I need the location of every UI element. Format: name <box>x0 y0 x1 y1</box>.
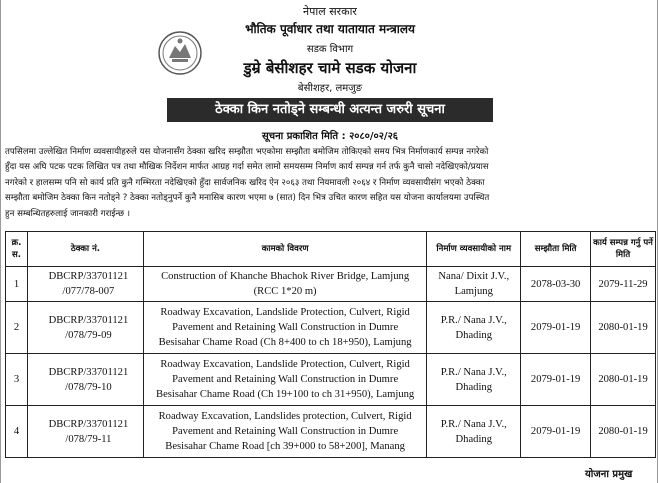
col-header-work: कामको विवरण <box>143 232 426 267</box>
col-header-contract-no: ठेक्का नं. <box>27 232 143 267</box>
cell-sn: 4 <box>6 406 28 458</box>
work-line: Pavement and Retaining Wall Construction in Dumre <box>172 374 399 385</box>
cell-work <box>143 302 426 354</box>
header-department: सडक विभाग <box>306 44 354 55</box>
cell-contractor <box>427 267 521 302</box>
table-row <box>6 406 656 458</box>
cell-contractor <box>427 354 521 406</box>
col-header-agreement-date: सम्झौता मिति <box>521 232 591 267</box>
table-row <box>6 267 656 302</box>
cell-sn: 2 <box>6 302 28 354</box>
contract-no-line: /078/79-10 <box>65 381 112 393</box>
cell-contract-no <box>27 406 143 458</box>
cell-agreement-date: 2079-01-19 <box>521 302 591 354</box>
cell-contract-no <box>27 302 143 354</box>
notice-banner: ठेक्का किन नतोड्ने सम्बन्धी अत्यन्त जरुरी सूचना <box>167 98 493 122</box>
body-line: हुँदा यस अघि पटक पटक लिखित पत्र तथा मौखिक निर्देशन मार्फत आग्रह गर्दा समेत लामो समयसम्म निर्माण कार्य सम्पन्न गर्न तर्फ कुनै चासो नदेखिएको/प्रयास <box>5 162 489 173</box>
body-line: सम्झौता बमोजिम ठेक्का किन नतोड्ने ? ठेक्का नतोड्नुपर्ने कुनै मनासिब कारण भएमा ७ (सात) दिन भित्र उचित कारण सहित यस योजना कार्यालयमा उपस्थित <box>5 193 490 204</box>
contractor-line: Lamjung <box>454 286 493 297</box>
header-ministry: भौतिक पूर्वाधार तथा यातायात मन्त्रालय <box>245 22 415 36</box>
cell-completion-date: 2080-01-19 <box>591 354 656 406</box>
contractor-line: Dhading <box>455 433 492 445</box>
cell-work <box>143 267 426 302</box>
contract-no-line: /077/78-007 <box>62 286 115 297</box>
header-project: डुम्रे बेसीशहर चामे सडक योजना <box>243 59 417 77</box>
work-line: Pavement and Retaining Wall Construction in Dumre <box>172 426 399 437</box>
work-line: Besisahar Chame Road [ch 39+000 to 58+200], Manang <box>165 441 405 452</box>
cell-contractor <box>427 406 521 458</box>
work-line: Besisahar Chame Road (Ch 19+100 to ch 31+950), Lamjung <box>156 389 415 400</box>
body-line: हुन सम्बन्धितहरुलाई जानकारी गराईन्छ । <box>5 208 131 219</box>
work-line: Construction of Khanche Bhachok River Bridge, Lamjung <box>161 271 410 282</box>
work-line: Besisahar Chame Road (Ch 8+400 to ch 18+950), Lamjung <box>158 337 412 348</box>
cell-sn: 3 <box>6 354 28 406</box>
contractor-line: P.R./ Nana J.V., <box>440 418 507 430</box>
work-line: Roadway Excavation, Landslide Protection, Culvert, Rigid <box>160 359 410 370</box>
cell-completion-date: 2080-01-19 <box>591 406 656 458</box>
notice-body <box>5 145 655 222</box>
publish-date: सूचना प्रकाशित मिति : २०८०/०२/२६ <box>262 131 398 142</box>
contractor-line: P.R./ Nana J.V., <box>440 366 507 378</box>
cell-completion-date: 2079-11-29 <box>591 267 656 302</box>
cell-agreement-date: 2079-01-19 <box>521 354 591 406</box>
cell-agreement-date: 2078-03-30 <box>521 267 591 302</box>
contract-no-line: DBCRP/33701121 <box>48 271 129 282</box>
cell-contractor <box>427 302 521 354</box>
work-line: (RCC 1*20 m) <box>253 286 317 297</box>
work-line: Roadway Excavation, Landslide Protection, Culvert, Rigid <box>160 307 410 318</box>
signature-title: योजना प्रमुख <box>585 469 633 480</box>
col-header-completion-date: कार्य सम्पन्न गर्नु पर्ने मिति <box>591 232 656 267</box>
cell-work <box>143 354 426 406</box>
work-line: Roadway Excavation, Landslides protection, Culvert, Rigid <box>158 411 412 422</box>
contractor-line: Nana/ Dixit J.V., <box>438 271 510 282</box>
contracts-table <box>5 231 656 458</box>
col-header-contractor: निर्माण व्यवसायीको नाम <box>427 232 521 267</box>
table-row <box>6 354 656 406</box>
contractor-line: Dhading <box>455 329 492 341</box>
contractor-line: Dhading <box>455 381 492 393</box>
cell-contract-no <box>27 354 143 406</box>
contractor-line: P.R./ Nana J.V., <box>440 314 507 326</box>
table-row <box>6 302 656 354</box>
header-government: नेपाल सरकार <box>303 5 357 18</box>
cell-sn: 1 <box>6 267 28 302</box>
cell-agreement-date: 2079-01-19 <box>521 406 591 458</box>
contract-no-line: DBCRP/33701121 <box>48 366 129 378</box>
cell-completion-date: 2080-01-19 <box>591 302 656 354</box>
cell-work <box>143 406 426 458</box>
body-line: तपसिलमा उल्लेखित निर्माण व्यवसायीहरुले यस योजनासँग ठेक्का खरिद सम्झौता भएकोमा सम्झौता बमोजिम तोकिएको समय भित्र निर्माणकार्य सम्पन्न नगरेको <box>5 147 489 157</box>
header-location: बेसीशहर, लमजुङ <box>297 83 363 94</box>
body-line: नगरेको र हालसम्म पनि सो कार्य प्रति कुनै गम्भिरता नदेखिएको हुँदा सार्वजनिक खरिद ऐन २०६३ तथा नियमावली २०६४ र निर्माण व्यवसायीसंग भएको ठेक्का <box>5 177 485 188</box>
contract-no-line: /078/79-09 <box>65 329 112 341</box>
cell-contract-no <box>27 267 143 302</box>
col-header-sn: क्र. स. <box>6 232 28 267</box>
contract-no-line: /078/79-11 <box>65 433 112 445</box>
work-line: Pavement and Retaining Wall Construction in Dumre <box>172 322 399 333</box>
nepal-emblem-icon <box>157 30 203 76</box>
contract-no-line: DBCRP/33701121 <box>48 418 129 430</box>
contract-no-line: DBCRP/33701121 <box>48 314 129 326</box>
